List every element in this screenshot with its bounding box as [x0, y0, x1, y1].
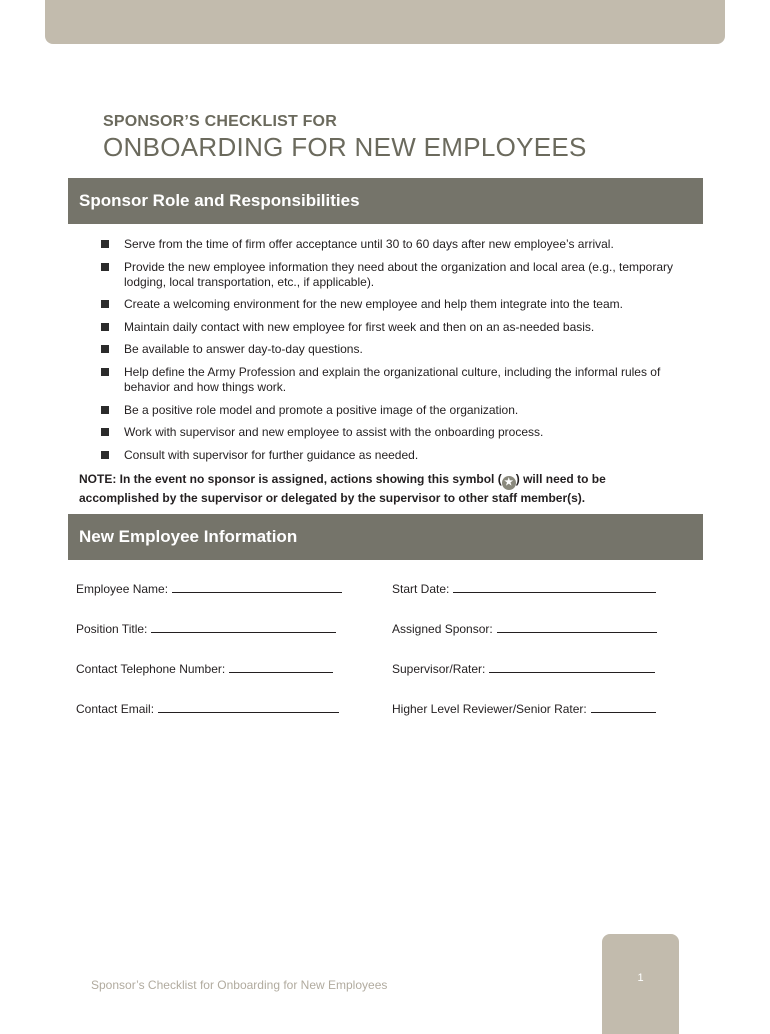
list-item: [100, 297, 700, 312]
list-item-text: Provide the new employee information they need about the organization and local area (e.g., temporary lodging, local transportation, etc., if applicable).: [124, 259, 673, 289]
list-item: [100, 365, 700, 395]
sponsor-note: [79, 471, 689, 506]
section-header-employee-info: New Employee Information: [68, 514, 703, 560]
list-item: [100, 342, 700, 357]
senior-rater-label: Higher Level Reviewer/Senior Rater:: [392, 702, 587, 716]
list-item: [100, 320, 700, 335]
assigned-sponsor-blank[interactable]: [497, 621, 657, 633]
start-date-blank[interactable]: [453, 581, 656, 593]
contact-email-label: Contact Email:: [76, 702, 155, 716]
assigned-sponsor-field: [392, 621, 657, 636]
list-item: [100, 260, 700, 290]
contact-phone-field: [76, 661, 333, 676]
page-number: 1: [637, 972, 644, 984]
page-number-tab: [602, 934, 679, 1034]
square-bullet-icon: [101, 368, 109, 376]
square-bullet-icon: [101, 428, 109, 436]
list-item-text: Be available to answer day-to-day questions.: [124, 342, 363, 357]
employee-name-blank[interactable]: [172, 581, 342, 593]
note-text-end: ) will need to be accomplished by the supervisor or delegated by the supervisor to other staff member(s).: [79, 472, 606, 505]
square-bullet-icon: [101, 263, 109, 271]
list-item-text: Consult with supervisor for further guidance as needed.: [124, 447, 419, 462]
list-item: [100, 403, 700, 418]
start-date-label: Start Date:: [392, 582, 450, 596]
position-title-field: [76, 621, 336, 636]
square-bullet-icon: [101, 240, 109, 248]
star-icon: ★: [502, 476, 516, 490]
position-title-blank[interactable]: [151, 621, 336, 633]
contact-phone-label: Contact Telephone Number:: [76, 662, 226, 676]
document-title: ONBOARDING FOR NEW EMPLOYEES: [103, 132, 587, 162]
contact-email-blank[interactable]: [158, 701, 339, 713]
list-item-text: Create a welcoming environment for the new employee and help them integrate into the team.: [124, 297, 623, 312]
supervisor-rater-label: Supervisor/Rater:: [392, 662, 486, 676]
assigned-sponsor-label: Assigned Sponsor:: [392, 622, 493, 636]
square-bullet-icon: [101, 323, 109, 331]
document-subtitle: SPONSOR’S CHECKLIST FOR: [103, 113, 337, 130]
senior-rater-field: [392, 701, 656, 716]
footer-text: Sponsor’s Checklist for Onboarding for New Employees: [91, 978, 388, 992]
employee-name-field: [76, 581, 342, 596]
section-header-sponsor-role: Sponsor Role and Responsibilities: [68, 178, 703, 224]
square-bullet-icon: [101, 406, 109, 414]
note-text-start: NOTE: In the event no sponsor is assigned, actions showing this symbol (: [79, 472, 502, 486]
list-item-text: Help define the Army Profession and explain the organizational culture, including the informal rules of behavior and how things work.: [124, 364, 661, 394]
supervisor-rater-blank[interactable]: [489, 661, 655, 673]
list-item: [100, 425, 700, 440]
square-bullet-icon: [101, 300, 109, 308]
square-bullet-icon: [101, 345, 109, 353]
list-item-text: Work with supervisor and new employee to assist with the onboarding process.: [124, 425, 544, 440]
responsibilities-list: [100, 237, 700, 470]
square-bullet-icon: [101, 451, 109, 459]
list-item: [100, 237, 700, 252]
list-item-text: Be a positive role model and promote a positive image of the organization.: [124, 402, 519, 417]
contact-phone-blank[interactable]: [229, 661, 333, 673]
list-item: [100, 448, 700, 463]
top-decorative-band: [45, 0, 725, 44]
employee-name-label: Employee Name:: [76, 582, 169, 596]
start-date-field: [392, 581, 656, 596]
list-item-text: Serve from the time of firm offer acceptance until 30 to 60 days after new employee’s arrival.: [124, 237, 614, 251]
senior-rater-blank[interactable]: [591, 701, 656, 713]
supervisor-rater-field: [392, 661, 655, 676]
position-title-label: Position Title:: [76, 622, 148, 636]
contact-email-field: [76, 701, 339, 716]
list-item-text: Maintain daily contact with new employee for first week and then on an as-needed basis.: [124, 319, 595, 334]
